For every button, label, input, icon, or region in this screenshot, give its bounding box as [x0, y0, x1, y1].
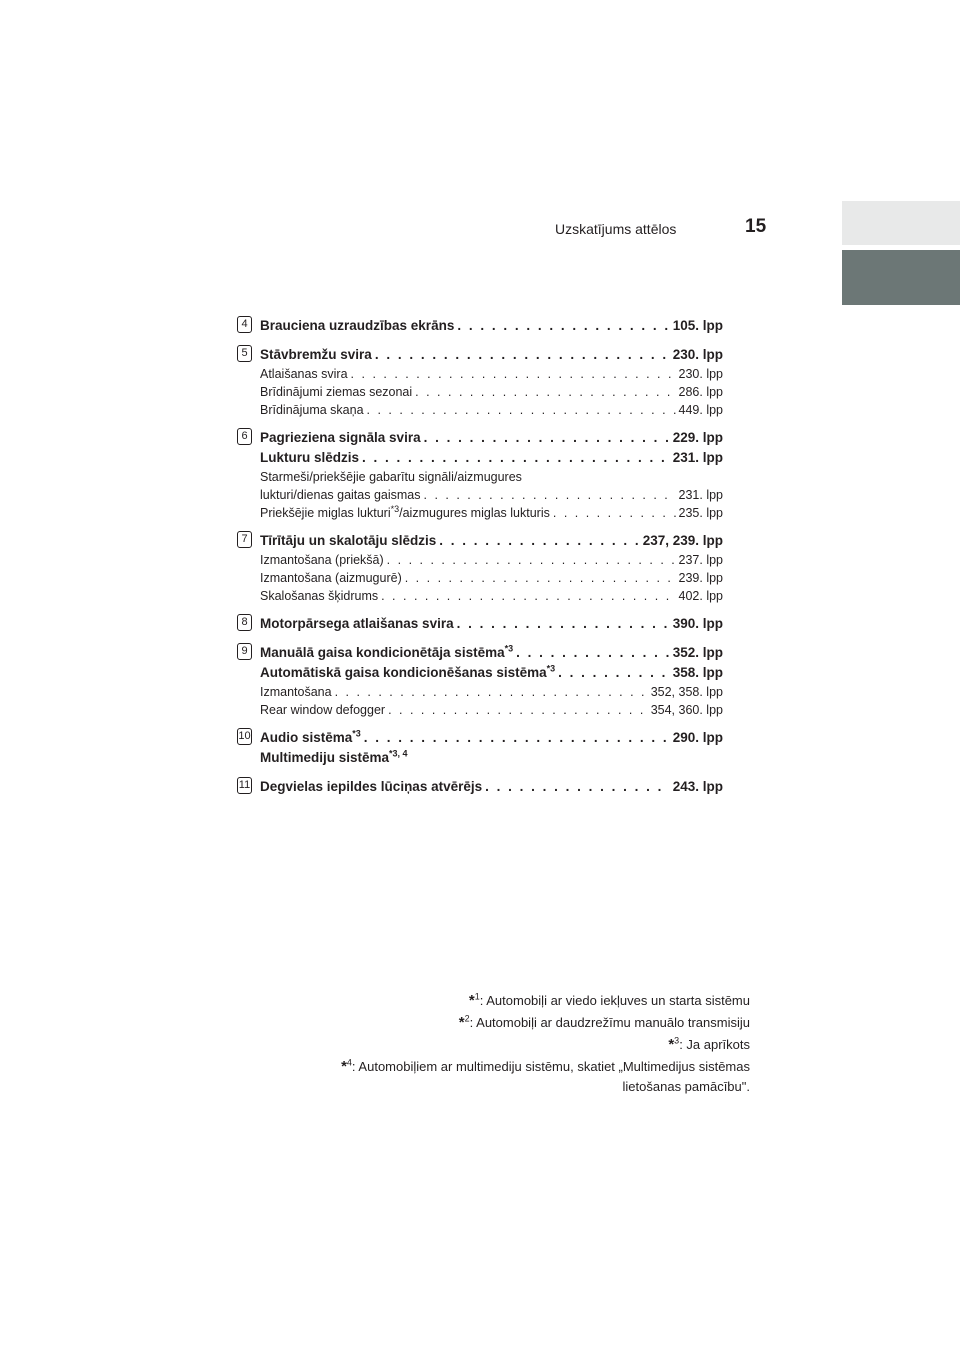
footnote-ref: *3 — [352, 728, 361, 739]
toc-sub-line[interactable] — [260, 504, 723, 522]
toc-list — [237, 316, 723, 806]
toc-sub-line[interactable] — [260, 683, 723, 701]
entry-page: 231. lpp — [672, 450, 723, 465]
entry-number-badge: 8 — [237, 614, 252, 631]
footnote: *$^3$: Ja aprīkots — [668, 1035, 750, 1053]
entry-label: Audio sistēma$^{*3}$ — [260, 728, 361, 745]
toc-entry — [237, 777, 723, 797]
entry-label: Brauciena uzraudzības ekrāns — [260, 318, 455, 333]
entry-number-badge: 9 — [237, 643, 252, 660]
toc-sub-line[interactable] — [260, 551, 723, 569]
sub-label: Priekšējie miglas lukturi$^{*3}$/aizmugures miglas lukturis — [260, 503, 550, 520]
toc-main-line[interactable] — [260, 777, 723, 797]
sub-page: 449. lpp — [678, 403, 723, 417]
entry-page: 243. lpp — [672, 779, 723, 794]
toc-entry — [237, 643, 723, 719]
sub-label: Brīdinājuma skaņa — [260, 403, 364, 417]
entry-number-badge: 11 — [237, 777, 252, 794]
toc-main-line[interactable] — [260, 448, 723, 468]
sub-label: Izmantošana (priekšā) — [260, 553, 384, 567]
toc-entry — [237, 428, 723, 522]
toc-entry — [237, 345, 723, 419]
sub-page: 230. lpp — [678, 367, 723, 381]
entry-number-badge: 6 — [237, 428, 252, 445]
header-top-band — [842, 201, 960, 245]
toc-sub-line[interactable] — [260, 701, 723, 719]
entry-page: 290. lpp — [672, 730, 723, 745]
entry-page: 352. lpp — [672, 645, 723, 660]
entry-page: 229. lpp — [672, 430, 723, 445]
entry-number-badge: 10 — [237, 728, 252, 745]
sub-page: 354, 360. lpp — [650, 703, 723, 717]
toc-sub-line[interactable] — [260, 401, 723, 419]
toc-entry — [237, 614, 723, 634]
sub-page: 402. lpp — [678, 589, 723, 603]
sub-page: 352, 358. lpp — [650, 685, 723, 699]
entry-page: 237, 239. lpp — [642, 533, 723, 548]
entry-label: Automātiskā gaisa kondicionēšanas sistēma$^{*3}$ — [260, 663, 556, 680]
sub-page: 239. lpp — [678, 571, 723, 585]
footnotes — [262, 991, 750, 1099]
section-title: Uzskatījums attēlos — [555, 221, 677, 237]
sub-label: Skalošanas šķidrums — [260, 589, 379, 603]
sub-text-line: Starmeši/priekšējie gabarītu signāli/aizmugures — [260, 470, 522, 484]
sub-label: Izmantošana (aizmugurē) — [260, 571, 402, 585]
entry-number-badge: 4 — [237, 316, 252, 333]
toc-sub-line[interactable] — [260, 569, 723, 587]
entry-page: 230. lpp — [672, 347, 723, 362]
toc-sub-line[interactable] — [260, 365, 723, 383]
entry-label: Pagrieziena signāla svira — [260, 430, 421, 445]
entry-label: Tīrītāju un skalotāju slēdzis — [260, 533, 437, 548]
sub-label: Rear window defogger — [260, 703, 386, 717]
entry-label: Lukturu slēdzis — [260, 450, 360, 465]
footnote-ref: *3 — [390, 503, 400, 514]
sub-label: Brīdinājumi ziemas sezonai — [260, 385, 413, 399]
toc-main-line[interactable] — [260, 345, 723, 365]
entry-number-badge: 5 — [237, 345, 252, 362]
sub-page: 286. lpp — [678, 385, 723, 399]
entry-number-badge: 7 — [237, 531, 252, 548]
toc-sub-line[interactable] — [260, 383, 723, 401]
entry-label: Stāvbremžu svira — [260, 347, 372, 362]
toc-main-line[interactable] — [260, 663, 723, 683]
entry-page: 390. lpp — [672, 616, 723, 631]
footnote: *$^2$: Automobiļi ar daudzrežīmu manuālo transmisiju — [458, 1013, 750, 1031]
footnote-ref: *3, 4 — [389, 748, 408, 759]
toc-entry — [237, 316, 723, 336]
entry-label: Manuālā gaisa kondicionētāja sistēma$^{*3}$ — [260, 643, 514, 660]
sub-label: Izmantošana — [260, 685, 332, 699]
toc-entry — [237, 531, 723, 605]
toc-main-line[interactable] — [260, 428, 723, 448]
entry-label: Degvielas iepildes lūciņas atvērējs — [260, 779, 483, 794]
entry-label: Motorpārsega atlaišanas svira — [260, 616, 454, 631]
sub-page: 235. lpp — [678, 506, 723, 520]
toc-main-line[interactable] — [260, 728, 723, 748]
sub-page: 231. lpp — [678, 488, 723, 502]
entry-page: 358. lpp — [672, 665, 723, 680]
footnote-ref: *3 — [504, 643, 514, 654]
toc-main-line[interactable] — [260, 531, 723, 551]
toc-main-line[interactable] — [260, 643, 723, 663]
entry-page: 105. lpp — [672, 318, 723, 333]
sub-label: lukturi/dienas gaitas gaismas — [260, 488, 421, 502]
toc-sub-line[interactable] — [260, 486, 723, 504]
page-number: 15 — [745, 216, 767, 237]
footnote-ref: *3 — [546, 663, 556, 674]
footnote: *$^1$: Automobiļi ar viedo iekļuves un starta sistēmu — [468, 991, 750, 1009]
toc-entry — [237, 728, 723, 768]
toc-main-line[interactable] — [260, 614, 723, 634]
toc-main-line[interactable] — [260, 748, 723, 768]
toc-sub-line[interactable] — [260, 587, 723, 605]
entry-label: Multimediju sistēma$^{*3, 4}$ — [260, 748, 408, 765]
sub-label: Atlaišanas svira — [260, 367, 348, 381]
toc-main-line[interactable] — [260, 316, 723, 336]
footnote: *$^4$: Automobiļiem ar multimediju sistēmu, skatiet „Multimedijus sistēmas lietošanas pamācību". — [341, 1057, 750, 1094]
header-bar — [842, 250, 960, 305]
sub-page: 237. lpp — [678, 553, 723, 567]
